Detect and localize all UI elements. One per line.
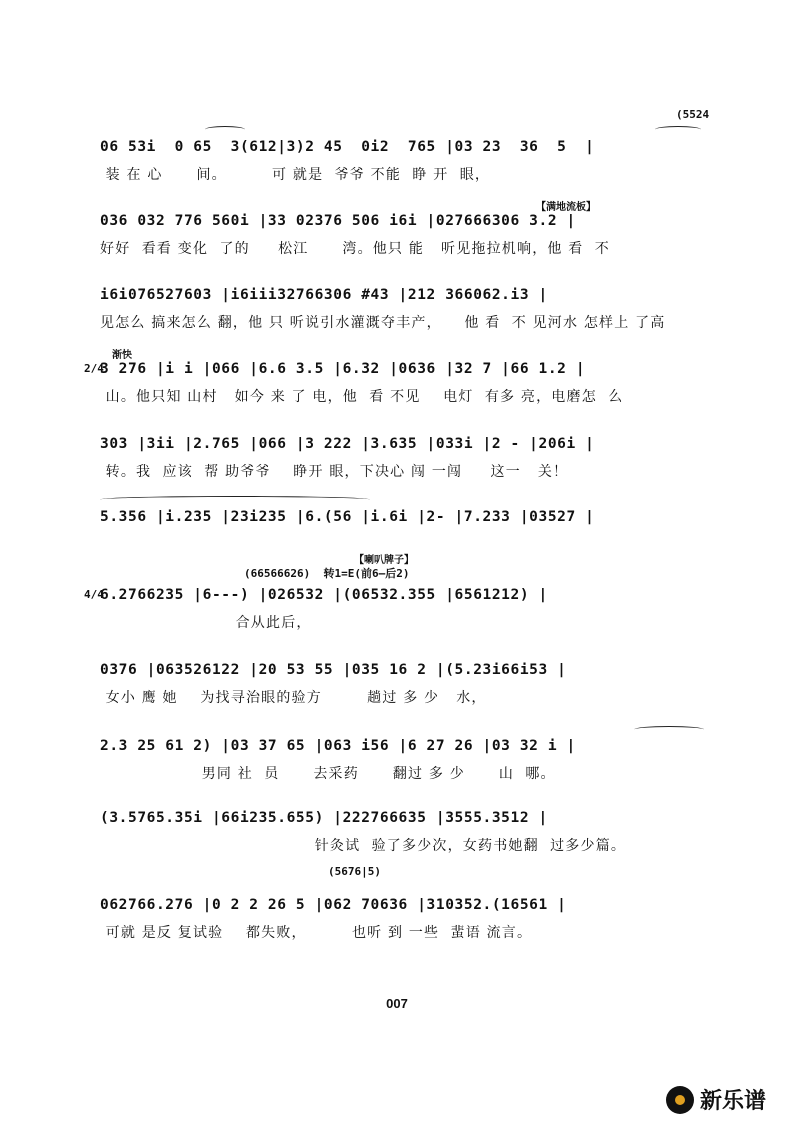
row10-lyrics: 针灸试 验了多少次，女药书她翻 过多少篇。 <box>100 838 627 854</box>
logo-text: 新乐谱 <box>700 1089 767 1114</box>
row1-notes: 06 53i 0 65 3(612|3)2 45 0i2 765 |03 23 36 5 | <box>100 139 595 155</box>
site-logo <box>666 1084 766 1115</box>
row8-notes: 0376 |063526122 |20 53 55 |035 16 2 |(5.23i66i53 | <box>100 662 567 678</box>
row7-time-signature: 4/4 <box>84 588 104 601</box>
vinyl-disc-icon <box>666 1086 694 1114</box>
row7-notes: 6.2766235 |6---) |026532 |(06532.355 |6561212) | <box>100 587 548 603</box>
row5-lyrics: 转。我 应该 帮 助爷爷 睁开 眼，下决心 闯 一闯 这一 关！ <box>100 464 569 480</box>
row2-label: 【满地流板】 <box>536 202 596 213</box>
row6-slur <box>100 496 370 503</box>
row4-label: 渐快 <box>112 350 132 361</box>
row4-lyrics: 山。他只知 山村 如今 来 了 电，他 看 不见 电灯 有多 亮，电磨怎 么 <box>100 389 624 405</box>
row7-label: 【喇叭牌子】 <box>354 555 414 566</box>
row11-notes: 062766.276 |0 2 2 26 5 |062 70636 |310352.(16561 | <box>100 897 567 913</box>
row7-lyrics: 合从此后， <box>100 615 312 631</box>
row1-slur-2 <box>655 126 701 133</box>
row5-notes: 303 |3ii |2.765 |066 |3 222 |3.635 |033i |2 - |206i | <box>100 436 595 452</box>
row4-notes: 3 276 |i i |066 |6.6 3.5 |6.32 |0636 |32 7 |66 1.2 | <box>100 361 586 377</box>
row11-lyrics: 可就 是反 复试验 都失败， 也听 到 一些 蜚语 流言。 <box>100 925 533 941</box>
row4-time-signature: 2/4 <box>84 362 104 375</box>
row3-notes: i6i076527603 |i6iii32766306 #43 |212 366062.i3 | <box>100 287 548 303</box>
row11-marks: (5676|5) <box>328 865 381 878</box>
row2-lyrics: 好好 看看 变化 了的 松江 湾。他只 能 听见拖拉机响，他 看 不 <box>100 241 610 257</box>
row1-lyrics: 装 在 心 间。 可 就是 爷爷 不能 睁 开 眼， <box>100 167 491 183</box>
row9-slur <box>634 726 704 733</box>
row1-slur <box>205 126 245 133</box>
row9-lyrics: 男同 社 员 去采药 翻过 多 少 山 哪。 <box>100 766 556 782</box>
row7-marks: (66566626) 转1=E(前6—后2) <box>244 567 410 580</box>
row6-notes: 5.356 |i.235 |23i235 |6.(56 |i.6i |2- |7.233 |03527 | <box>100 509 595 525</box>
page-number: 007 <box>386 996 408 1011</box>
row3-lyrics: 见怎么 搞来怎么 翻，他 只 听说引水灌溉夺丰产， 他 看 不 见河水 怎样上 了高 <box>100 315 666 331</box>
row8-lyrics: 女小 鹰 她 为找寻治眼的验方 趟过 多 少 水， <box>100 690 487 706</box>
row9-notes: 2.3 25 61 2) |03 37 65 |063 i56 |6 27 26 |03 32 i | <box>100 738 576 754</box>
row2-notes: 036 032 776 560i |33 02376 506 i6i |027666306 3.2 | <box>100 213 576 229</box>
row10-notes: (3.5765.35i |66i235.655) |222766635 |3555.3512 | <box>100 810 548 826</box>
row1-marks: (5524 <box>676 108 710 121</box>
